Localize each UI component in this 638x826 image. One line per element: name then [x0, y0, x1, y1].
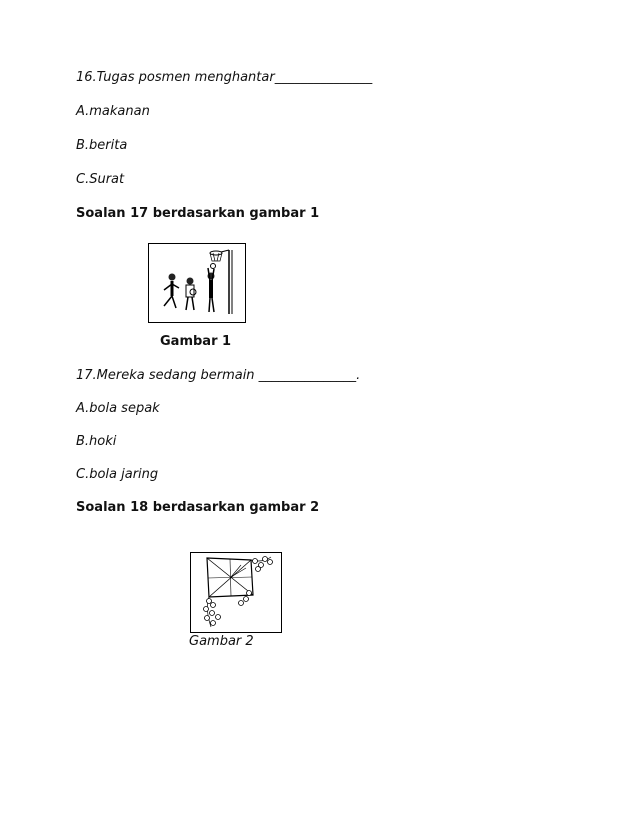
figure-1-netball-image	[148, 243, 246, 323]
q17-option-a: A.bola sepak	[76, 401, 160, 416]
q16-option-b: B.berita	[76, 138, 128, 153]
figure-2-caption: Gambar 2	[189, 634, 254, 649]
figure-1-caption: Gambar 1	[160, 334, 232, 349]
q17-option-c: C.bola jaring	[76, 467, 159, 482]
q17-option-b: B.hoki	[76, 434, 117, 449]
kite-illustration	[191, 553, 281, 632]
netball-players-illustration	[149, 244, 245, 322]
figure-2-kite-image	[190, 552, 282, 633]
question-17: 17.Mereka sedang bermain _______________.	[76, 368, 361, 383]
section-heading-17: Soalan 17 berdasarkan gambar 1	[76, 206, 320, 221]
section-heading-18: Soalan 18 berdasarkan gambar 2	[76, 500, 320, 515]
question-16: 16.Tugas posmen menghantar_______________	[76, 70, 373, 85]
q16-option-a: A.makanan	[76, 104, 150, 119]
q16-option-c: C.Surat	[76, 172, 125, 187]
